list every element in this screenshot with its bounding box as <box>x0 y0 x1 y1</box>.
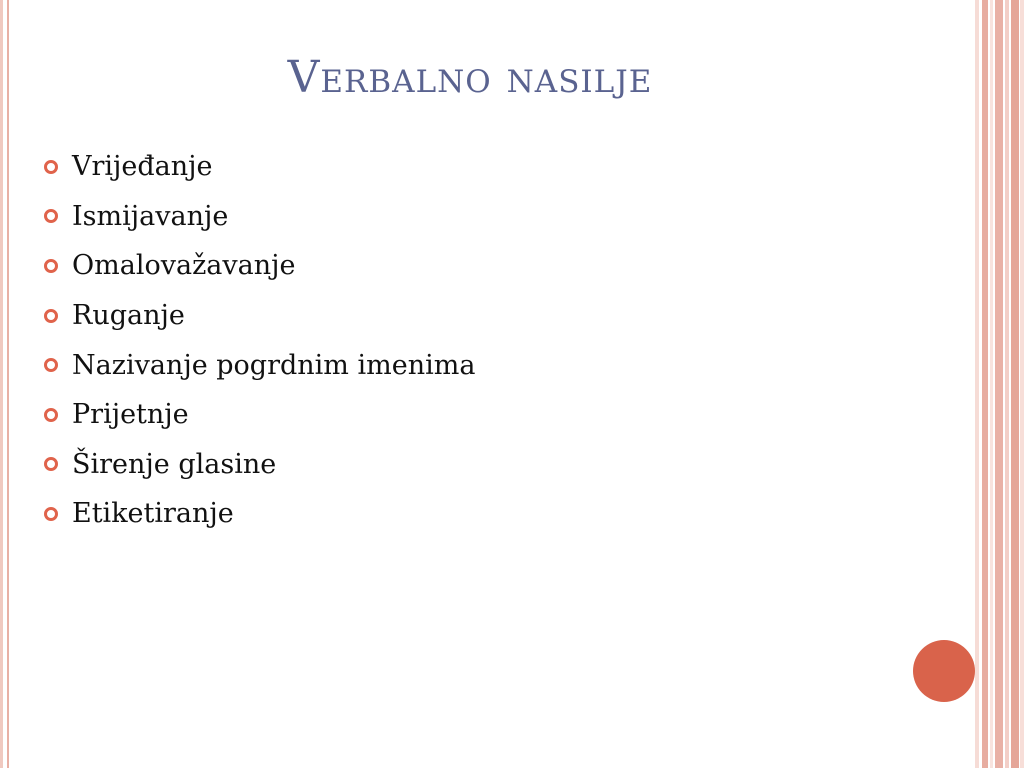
ring-bullet-icon <box>44 259 58 273</box>
bullet-text: Nazivanje pogrdnim imenima <box>72 349 476 381</box>
bullet-text: Ruganje <box>72 300 185 332</box>
bullet-text: Omalovažavanje <box>72 250 296 282</box>
ring-bullet-icon <box>44 160 58 174</box>
ring-bullet-icon <box>44 507 58 521</box>
ring-bullet-icon <box>44 209 58 223</box>
right-decor-stripe <box>990 0 993 768</box>
ring-bullet-icon <box>44 358 58 372</box>
ring-bullet-icon <box>44 309 58 323</box>
bullet-item <box>44 142 475 192</box>
bullet-item <box>44 440 475 490</box>
ring-bullet-icon <box>44 457 58 471</box>
bullet-item <box>44 241 475 291</box>
bullet-item <box>44 291 475 341</box>
bullet-item <box>44 340 475 390</box>
right-decor-stripe <box>982 0 988 768</box>
bullet-item <box>44 390 475 440</box>
right-decor-stripe <box>975 0 979 768</box>
bullet-item <box>44 192 475 242</box>
bullet-item <box>44 489 475 539</box>
slide-title: Verbalno nasilje <box>287 52 653 103</box>
bullet-text: Širenje glasine <box>72 448 277 480</box>
bullet-list <box>44 142 475 539</box>
ring-bullet-icon <box>44 408 58 422</box>
right-decor-stripe <box>1005 0 1009 768</box>
bullet-text: Prijetnje <box>72 399 189 431</box>
right-decor-stripe <box>1020 0 1024 768</box>
accent-circle <box>913 640 975 702</box>
bullet-text: Etiketiranje <box>72 498 234 530</box>
bullet-text: Vrijeđanje <box>72 151 213 183</box>
right-decor-stripe <box>995 0 1003 768</box>
left-border-line <box>7 0 9 768</box>
left-border-line <box>0 0 3 768</box>
bullet-text: Ismijavanje <box>72 200 229 232</box>
right-decor-stripe <box>1011 0 1019 768</box>
